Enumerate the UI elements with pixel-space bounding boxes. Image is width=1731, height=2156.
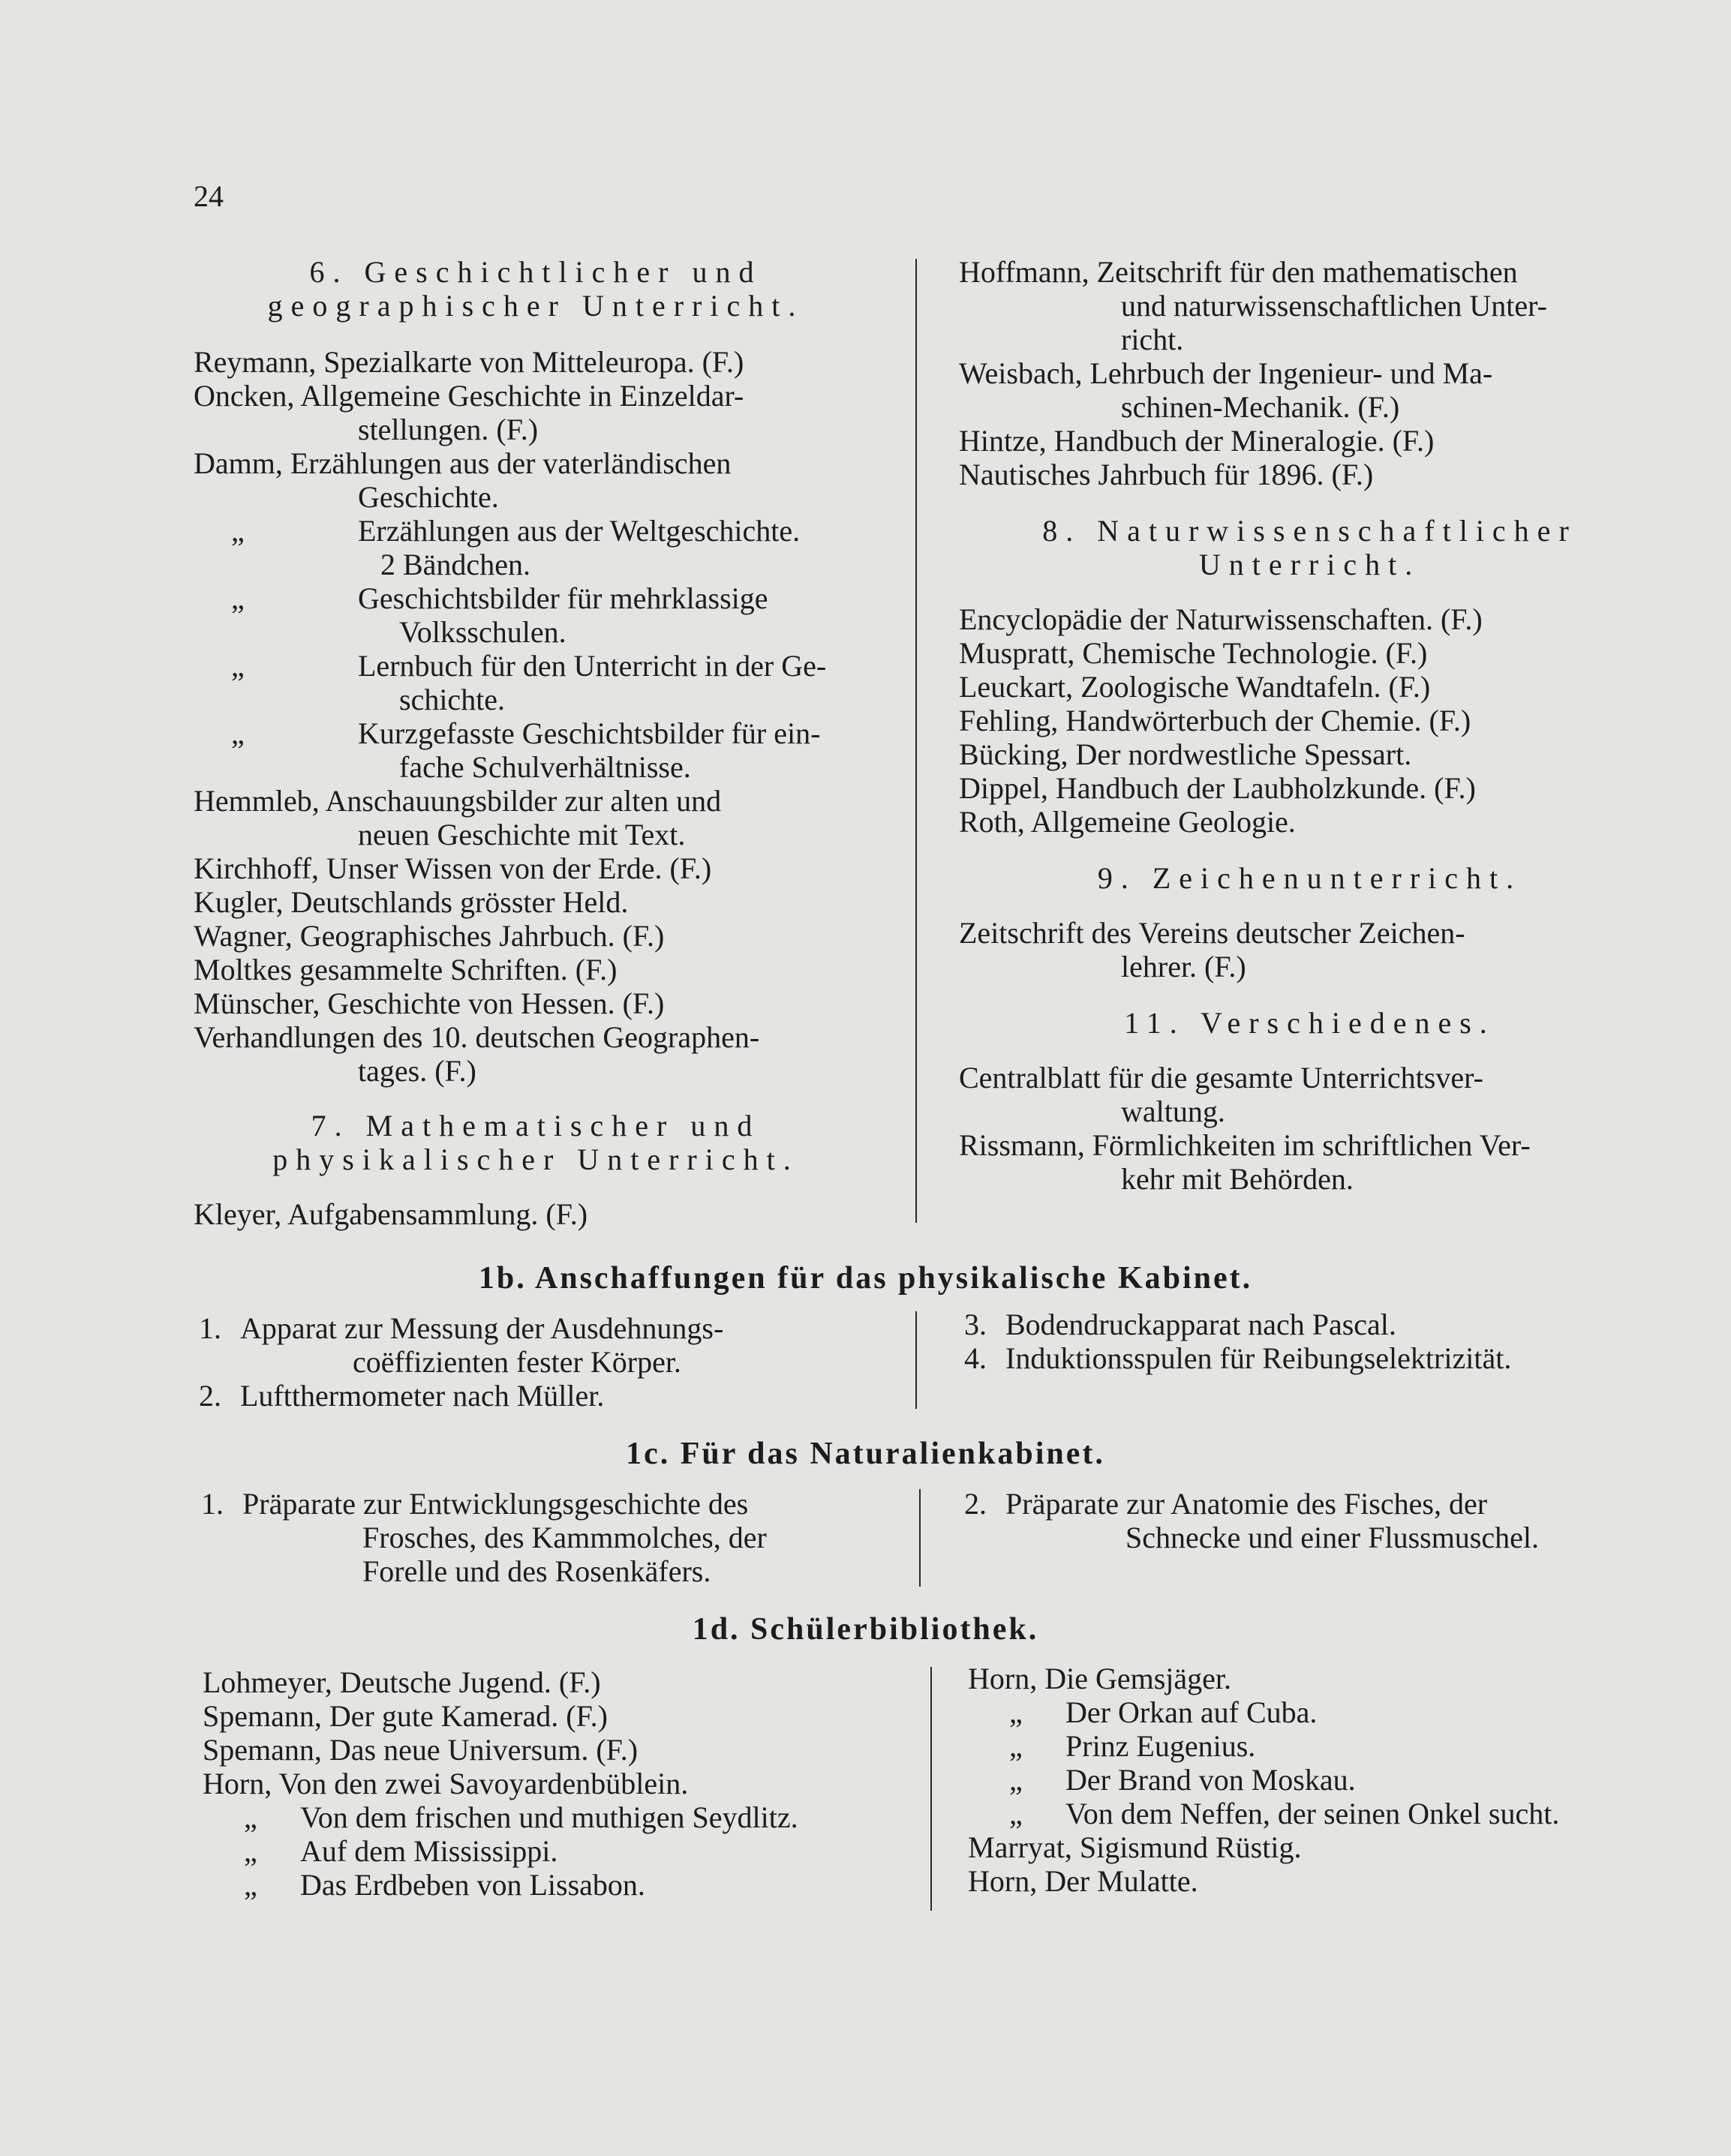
section-8-title-cont: Unterricht. xyxy=(1198,548,1421,581)
entry-kirchhoff: Kirchhoff, Unser Wissen von der Erde. (F.) xyxy=(194,851,712,885)
section-11-title: 11. Verschiedenes. xyxy=(1124,1006,1495,1040)
section-7-title: 7. Mathematischer und xyxy=(311,1109,761,1143)
page-number: 24 xyxy=(194,179,224,213)
section-1b-left xyxy=(199,1311,889,1413)
list-item: Marryat, Sigismund Rüstig. xyxy=(968,1830,1302,1864)
entry-zeitschrift-zeichenlehrer: Zeitschrift des Vereins deutscher Zeichen- lehrer. (F.) xyxy=(959,916,1465,983)
ditto-mark: „ xyxy=(1009,1797,1023,1830)
list-item: „ Der Brand von Moskau. xyxy=(1009,1763,1356,1797)
ditto-mark: „ xyxy=(1009,1729,1023,1763)
ditto-mark: „ xyxy=(1009,1763,1023,1797)
entry-damm: Damm, Erzählungen aus der vaterländischen Geschichte. xyxy=(194,446,732,514)
entry-centralblatt: Centralblatt für die gesamte Unterrichtsver- waltung. xyxy=(959,1061,1483,1128)
section-1b-heading: 1b. Anschaffungen für das physikalische Kabinet. xyxy=(478,1261,1253,1296)
ditto-mark: „ xyxy=(231,581,245,615)
list-item: Horn, Von den zwei Savoyardenbüblein. xyxy=(203,1767,689,1800)
column-divider xyxy=(915,259,917,1223)
list-item: „ Der Orkan auf Cuba. xyxy=(1009,1695,1318,1729)
section-1c-heading: 1c. Für das Naturalienkabinet. xyxy=(626,1437,1105,1471)
entry-moltke: Moltkes gesammelte Schriften. (F.) xyxy=(194,953,618,986)
list-item: „ Von dem Neffen, der seinen Onkel sucht. xyxy=(1009,1797,1560,1830)
entry-muenscher: Münscher, Geschichte von Hessen. (F.) xyxy=(194,986,665,1020)
ditto-mark: „ xyxy=(1009,1695,1023,1729)
ditto-mark: „ xyxy=(244,1868,257,1902)
list-item: 1. Präparate zur Entwicklungsgeschichte des Frosches, des Kammmolches, der Forelle und des Rosenkäfers. xyxy=(201,1487,767,1588)
entry-dippel: Dippel, Handbuch der Laubholzkunde. (F.) xyxy=(959,771,1476,805)
ditto-mark: „ xyxy=(244,1834,257,1868)
entry-rissmann: Rissmann, Förmlichkeiten im schriftlichen Ver- kehr mit Behörden. xyxy=(959,1128,1531,1196)
left-column xyxy=(194,255,878,1231)
list-item: 3. Bodendruckapparat nach Pascal. xyxy=(964,1308,1396,1341)
section-1c-left xyxy=(201,1487,891,1588)
entry-encyclopaedie: Encyclopädie der Naturwissenschaften. (F.) xyxy=(959,602,1483,636)
list-item: Spemann, Das neue Universum. (F.) xyxy=(203,1733,639,1767)
section-1d-right xyxy=(968,1662,1688,1898)
list-item: Horn, Die Gemsjäger. xyxy=(968,1662,1232,1695)
list-item: 4. Induktionsspulen für Reibungselektrizität. xyxy=(964,1341,1512,1375)
entry-hemmleb: Hemmleb, Anschauungsbilder zur alten und neuen Geschichte mit Text. xyxy=(194,784,722,851)
section-1b-right xyxy=(964,1308,1669,1375)
entry-damm-kurzgefasste: „ Kurzgefasste Geschichtsbilder für ein- fache Schulverhältnisse. xyxy=(231,716,821,784)
entry-wagner: Wagner, Geographisches Jahrbuch. (F.) xyxy=(194,919,665,953)
entry-buecking: Bücking, Der nordwestliche Spessart. xyxy=(959,737,1412,771)
section-8-title: 8. Naturwissenschaftlicher xyxy=(1042,514,1577,548)
section-7-title-cont: physikalischer Unterricht. xyxy=(272,1143,799,1176)
list-item: 1. Apparat zur Messung der Ausdehnungs- coëffizienten fester Körper. xyxy=(199,1311,724,1379)
ditto-mark: „ xyxy=(244,1800,257,1834)
section-1c-right xyxy=(964,1487,1669,1554)
section-1d-left xyxy=(203,1665,893,1902)
entry-oncken: Oncken, Allgemeine Geschichte in Einzeldar- stellungen. (F.) xyxy=(194,379,744,446)
column-divider xyxy=(930,1667,932,1911)
entry-fehling: Fehling, Handwörterbuch der Chemie. (F.) xyxy=(959,704,1471,737)
entry-hintze: Hintze, Handbuch der Mineralogie. (F.) xyxy=(959,424,1435,458)
entry-damm-geschichtsbilder: „ Geschichtsbilder für mehrklassige Volksschulen. xyxy=(231,581,768,649)
entry-kugler: Kugler, Deutschlands grösster Held. xyxy=(194,885,629,919)
entry-damm-lernbuch: „ Lernbuch für den Unterricht in der Ge- schichte. xyxy=(231,649,827,716)
list-item: Lohmeyer, Deutsche Jugend. (F.) xyxy=(203,1665,601,1699)
entry-weisbach: Weisbach, Lehrbuch der Ingenieur- und Ma- schinen-Mechanik. (F.) xyxy=(959,356,1493,424)
list-item: Spemann, Der gute Kamerad. (F.) xyxy=(203,1699,608,1733)
entry-damm-weltgeschichte: „ Erzählungen aus der Weltgeschichte. 2 Bändchen. xyxy=(231,514,801,581)
ditto-mark: „ xyxy=(231,716,245,750)
entry-hoffmann: Hoffmann, Zeitschrift für den mathematischen und naturwissenschaftlichen Unter- richt. xyxy=(959,255,1547,356)
ditto-mark: „ xyxy=(231,649,245,683)
section-6-title-cont: geographischer Unterricht. xyxy=(267,289,804,323)
right-column xyxy=(959,255,1660,1196)
section-6-title: 6. Geschichtlicher und xyxy=(309,255,762,289)
section-9-title: 9. Zeichenunterricht. xyxy=(1097,861,1522,895)
list-item: 2. Präparate zur Anatomie des Fisches, der Schnecke und einer Flussmuschel. xyxy=(964,1487,1539,1554)
entry-muspratt: Muspratt, Chemische Technologie. (F.) xyxy=(959,636,1428,670)
entry-roth: Roth, Allgemeine Geologie. xyxy=(959,805,1296,839)
list-item: Horn, Der Mulatte. xyxy=(968,1864,1198,1898)
entry-verhandlungen: Verhandlungen des 10. deutschen Geographen- tages. (F.) xyxy=(194,1020,760,1088)
entry-leuckart: Leuckart, Zoologische Wandtafeln. (F.) xyxy=(959,670,1431,704)
ditto-mark: „ xyxy=(231,514,245,548)
section-1d-heading: 1d. Schülerbibliothek. xyxy=(692,1612,1039,1647)
list-item: „ Prinz Eugenius. xyxy=(1009,1729,1256,1763)
column-divider xyxy=(919,1489,921,1587)
list-item: „ Auf dem Mississippi. xyxy=(244,1834,558,1868)
entry-nautisches: Nautisches Jahrbuch für 1896. (F.) xyxy=(959,458,1374,491)
column-divider xyxy=(915,1311,917,1409)
entry-reymann: Reymann, Spezialkarte von Mitteleuropa. (F.) xyxy=(194,345,744,379)
entry-kleyer: Kleyer, Aufgabensammlung. (F.) xyxy=(194,1197,588,1231)
list-item: „ Das Erdbeben von Lissabon. xyxy=(244,1868,645,1902)
list-item: „ Von dem frischen und muthigen Seydlitz. xyxy=(244,1800,798,1834)
list-item: 2. Luftthermometer nach Müller. xyxy=(199,1379,605,1413)
